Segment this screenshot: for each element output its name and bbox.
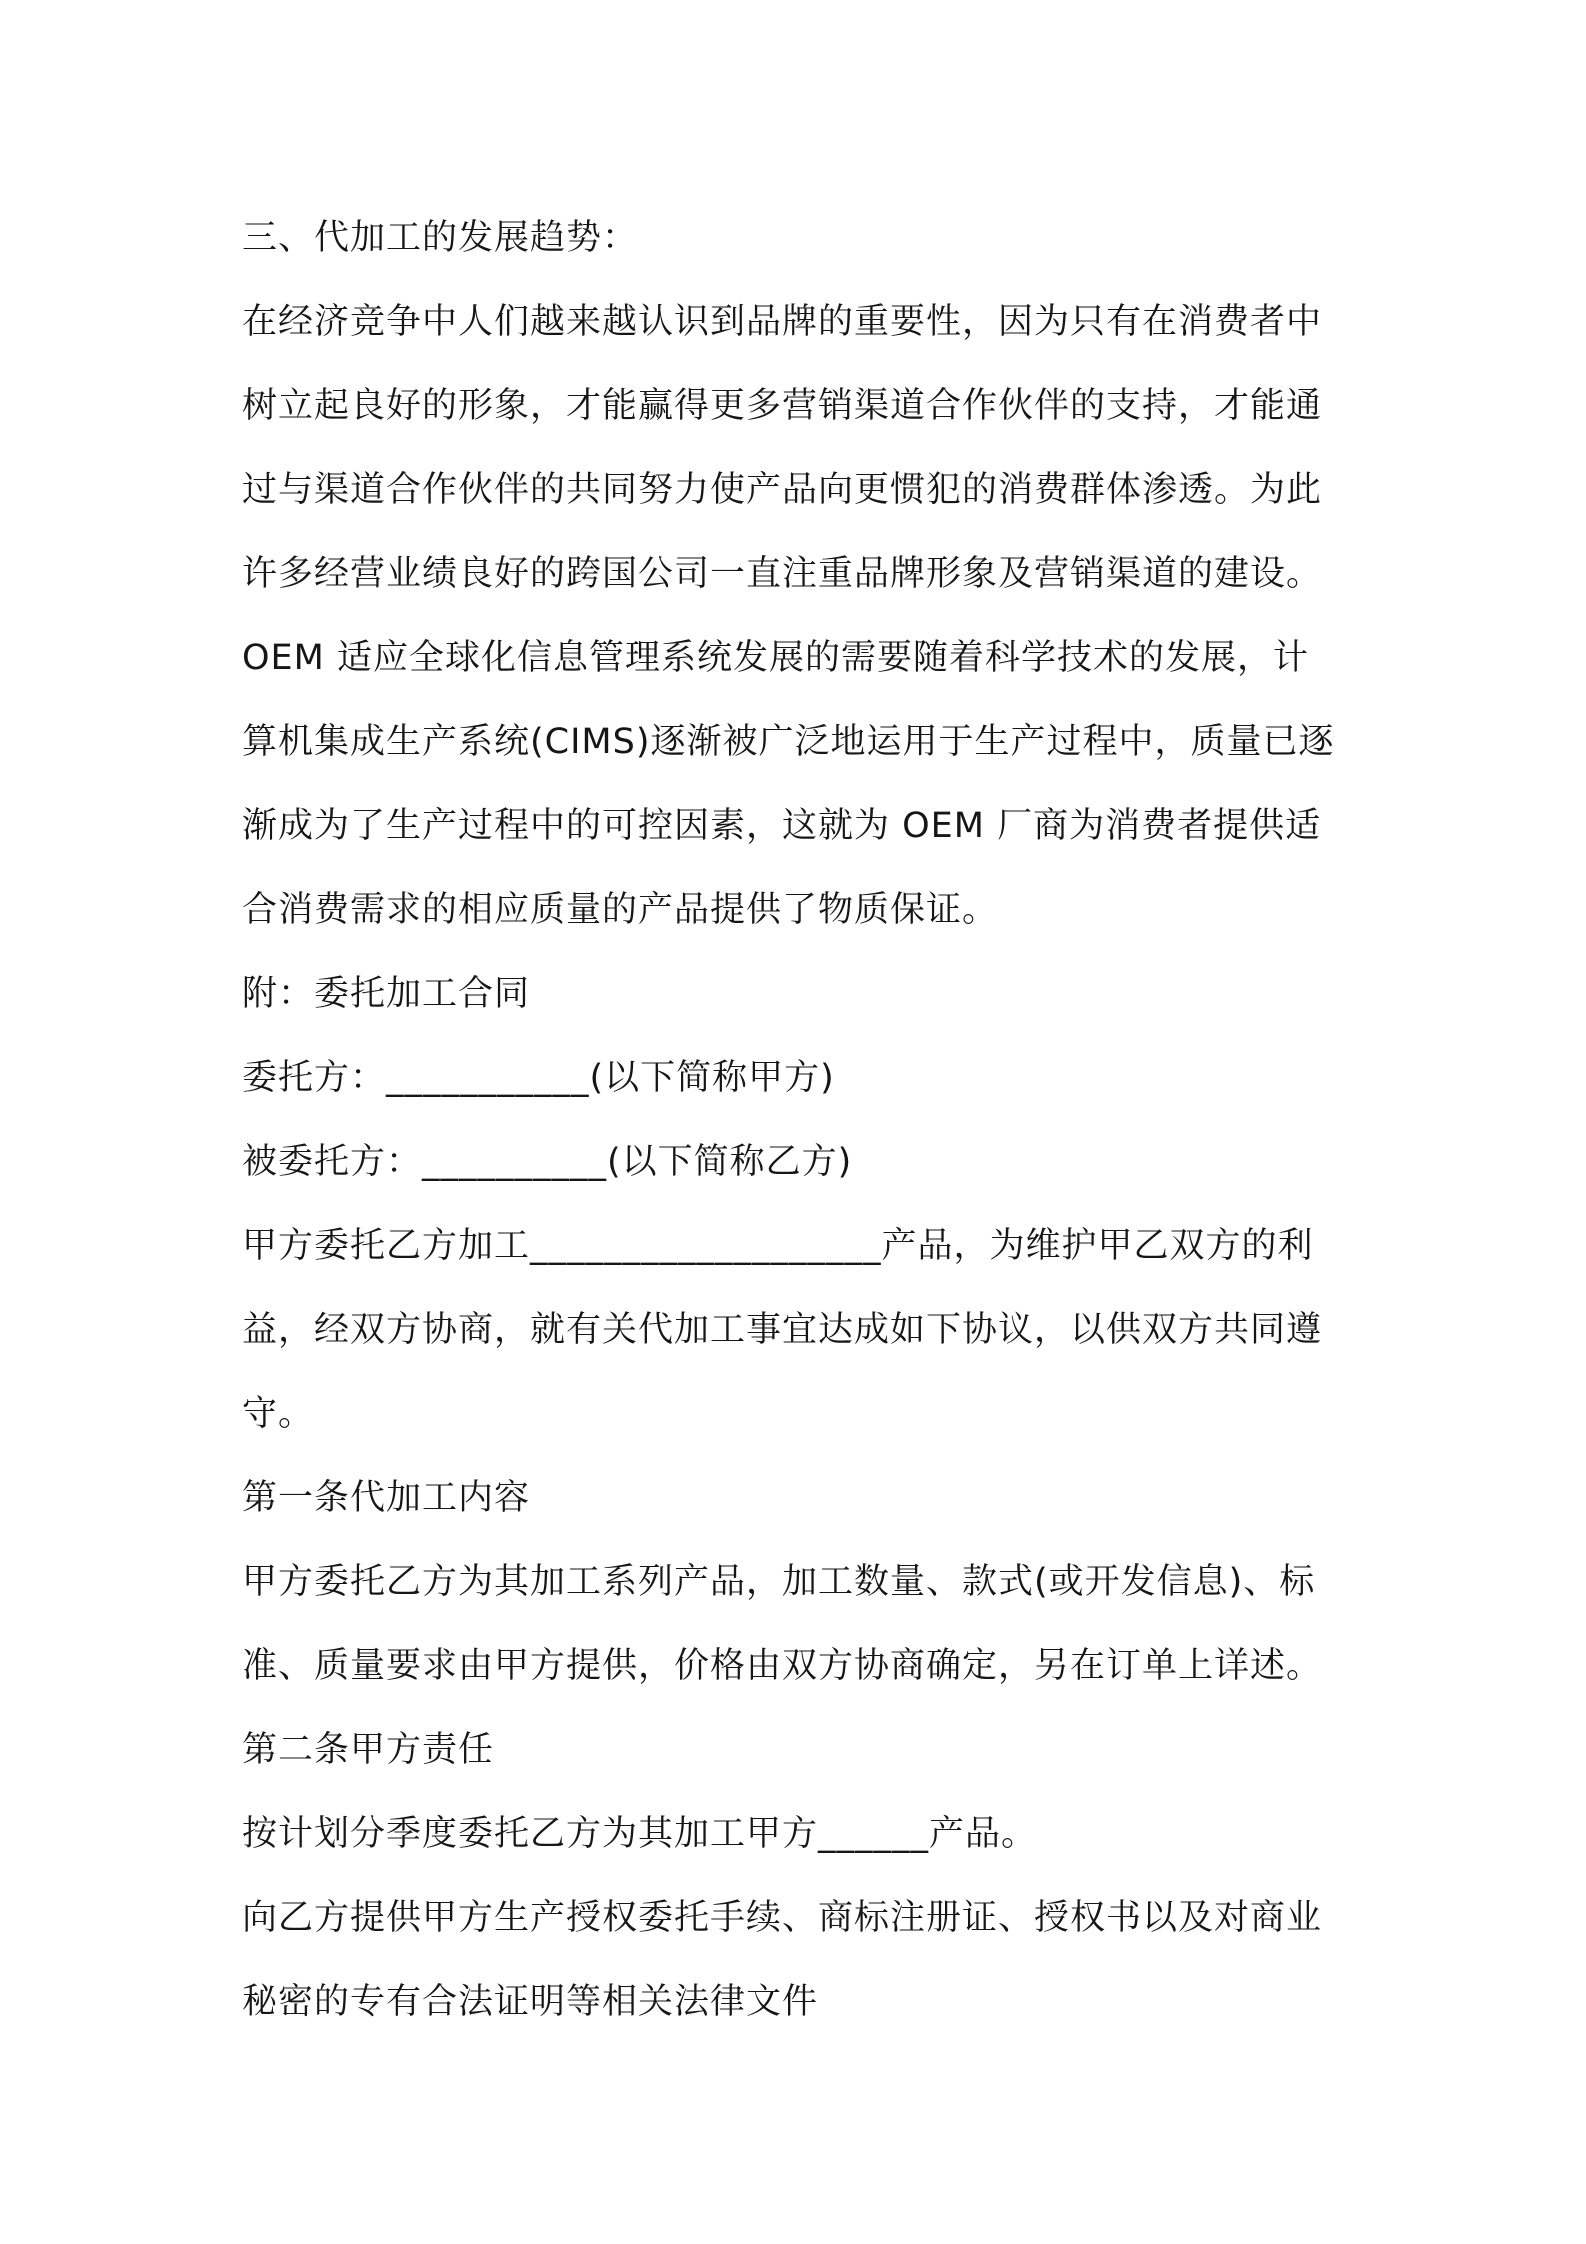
paragraph-line: 秘密的专有合法证明等相关法律文件	[242, 1982, 819, 2022]
paragraph-line: OEM 适应全球化信息管理系统发展的需要随着科学技术的发展，计	[242, 638, 1309, 678]
paragraph-line: 合消费需求的相应质量的产品提供了物质保证。	[242, 890, 999, 930]
article-heading: 第二条甲方责任	[242, 1730, 495, 1770]
paragraph-line: 渐成为了生产过程中的可控因素，这就为 OEM 厂商为消费者提供适	[242, 806, 1322, 846]
party-a-line: 委托方：___________(以下简称甲方)	[242, 1058, 835, 1098]
paragraph-line: 按计划分季度委托乙方为其加工甲方______产品。	[242, 1814, 1038, 1854]
paragraph-line: 许多经营业绩良好的跨国公司一直注重品牌形象及营销渠道的建设。	[242, 554, 1323, 594]
paragraph-line: 益，经双方协商，就有关代加工事宜达成如下协议，以供双方共同遵	[242, 1310, 1323, 1350]
paragraph-line: 算机集成生产系统(CIMS)逐渐被广泛地运用于生产过程中，质量已逐	[242, 722, 1335, 762]
paragraph-line: 守。	[242, 1394, 315, 1434]
paragraph-line: 甲方委托乙方为其加工系列产品，加工数量、款式(或开发信息)、标	[242, 1562, 1316, 1602]
paragraph-line: 准、质量要求由甲方提供，价格由双方协商确定，另在订单上详述。	[242, 1646, 1323, 1686]
paragraph-line: 过与渠道合作伙伴的共同努力使产品向更惯犯的消费群体渗透。为此	[242, 470, 1323, 510]
appendix-title: 附：委托加工合同	[242, 974, 531, 1014]
paragraph-line: 向乙方提供甲方生产授权委托手续、商标注册证、授权书以及对商业	[242, 1898, 1323, 1938]
paragraph-line: 甲方委托乙方加工___________________产品，为维护甲乙双方的利	[242, 1226, 1314, 1266]
article-heading: 第一条代加工内容	[242, 1478, 531, 1518]
document-body	[242, 196, 1362, 2044]
section-heading: 三、代加工的发展趋势：	[242, 218, 639, 258]
paragraph-line: 树立起良好的形象，才能赢得更多营销渠道合作伙伴的支持，才能通	[242, 386, 1323, 426]
party-b-line: 被委托方：__________(以下简称乙方)	[242, 1142, 853, 1182]
paragraph-line: 在经济竞争中人们越来越认识到品牌的重要性，因为只有在消费者中	[242, 302, 1323, 342]
